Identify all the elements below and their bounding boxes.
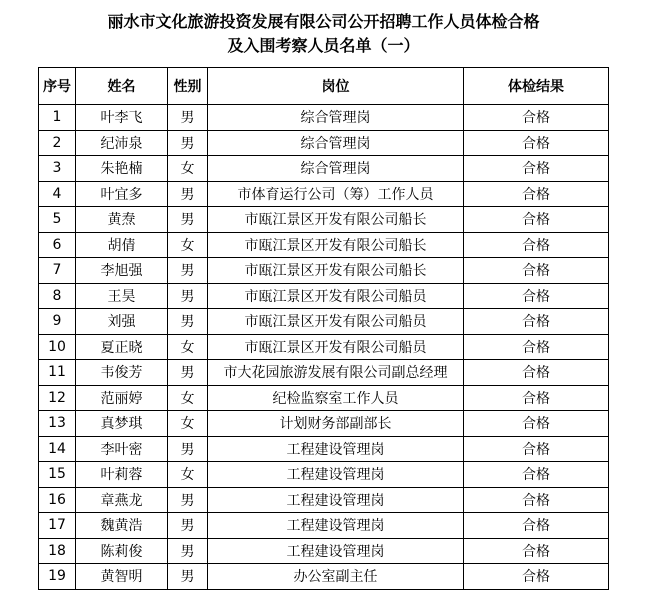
cell-position: 市大花园旅游发展有限公司副总经理 [208,360,464,386]
table-row [39,436,609,462]
cell-position: 办公室副主任 [208,564,464,590]
cell-gender: 女 [168,232,208,258]
cell-serial-number: 4 [39,181,76,207]
cell-name: 叶宜多 [76,181,168,207]
table-row [39,538,609,564]
cell-gender: 男 [168,513,208,539]
cell-serial-number: 9 [39,309,76,335]
cell-exam-result: 合格 [464,462,609,488]
cell-serial-number: 3 [39,156,76,182]
cell-position: 综合管理岗 [208,156,464,182]
cell-serial-number: 16 [39,487,76,513]
cell-gender: 男 [168,207,208,233]
cell-name: 夏正晓 [76,334,168,360]
cell-position: 工程建设管理岗 [208,462,464,488]
header-gender: 性别 [168,68,208,105]
table-row [39,411,609,437]
header-name: 姓名 [76,68,168,105]
cell-position: 计划财务部副部长 [208,411,464,437]
cell-exam-result: 合格 [464,207,609,233]
cell-position: 工程建设管理岗 [208,487,464,513]
cell-position: 市瓯江景区开发有限公司船长 [208,258,464,284]
cell-name: 范丽婷 [76,385,168,411]
cell-serial-number: 5 [39,207,76,233]
cell-position: 市瓯江景区开发有限公司船长 [208,207,464,233]
cell-name: 魏黄浩 [76,513,168,539]
cell-gender: 男 [168,181,208,207]
cell-position: 纪检监察室工作人员 [208,385,464,411]
cell-position: 市体育运行公司（筹）工作人员 [208,181,464,207]
cell-exam-result: 合格 [464,360,609,386]
cell-gender: 男 [168,258,208,284]
document-title-line-1: 丽水市文化旅游投资发展有限公司公开招聘工作人员体检合格 [107,12,540,31]
cell-exam-result: 合格 [464,258,609,284]
cell-serial-number: 12 [39,385,76,411]
cell-serial-number: 11 [39,360,76,386]
header-position: 岗位 [208,68,464,105]
cell-gender: 男 [168,130,208,156]
cell-serial-number: 18 [39,538,76,564]
cell-serial-number: 13 [39,411,76,437]
table-row [39,462,609,488]
cell-gender: 女 [168,156,208,182]
cell-position: 工程建设管理岗 [208,436,464,462]
cell-exam-result: 合格 [464,564,609,590]
cell-serial-number: 7 [39,258,76,284]
cell-exam-result: 合格 [464,436,609,462]
cell-name: 纪沛泉 [76,130,168,156]
cell-gender: 男 [168,564,208,590]
table-row [39,385,609,411]
table-row [39,309,609,335]
cell-name: 真梦琪 [76,411,168,437]
cell-gender: 男 [168,309,208,335]
table-row [39,156,609,182]
cell-exam-result: 合格 [464,487,609,513]
table-row [39,513,609,539]
cell-exam-result: 合格 [464,130,609,156]
cell-exam-result: 合格 [464,283,609,309]
cell-gender: 女 [168,462,208,488]
cell-name: 叶莉蓉 [76,462,168,488]
cell-position: 工程建设管理岗 [208,513,464,539]
cell-name: 胡倩 [76,232,168,258]
cell-exam-result: 合格 [464,309,609,335]
cell-position: 市瓯江景区开发有限公司船员 [208,283,464,309]
cell-position: 市瓯江景区开发有限公司船员 [208,334,464,360]
cell-serial-number: 17 [39,513,76,539]
table-row [39,360,609,386]
cell-gender: 男 [168,487,208,513]
cell-name: 黄焘 [76,207,168,233]
document-title-line-2: 及入围考察人员名单（一） [227,36,420,55]
cell-name: 叶李飞 [76,105,168,131]
cell-exam-result: 合格 [464,181,609,207]
cell-exam-result: 合格 [464,411,609,437]
cell-position: 综合管理岗 [208,130,464,156]
cell-serial-number: 1 [39,105,76,131]
cell-name: 朱艳楠 [76,156,168,182]
table-row [39,181,609,207]
cell-gender: 女 [168,411,208,437]
table-row [39,130,609,156]
cell-serial-number: 10 [39,334,76,360]
table-row [39,258,609,284]
cell-exam-result: 合格 [464,232,609,258]
cell-name: 王昊 [76,283,168,309]
cell-name: 陈莉俊 [76,538,168,564]
header-exam-result: 体检结果 [464,68,609,105]
cell-position: 市瓯江景区开发有限公司船员 [208,309,464,335]
cell-gender: 男 [168,283,208,309]
cell-serial-number: 15 [39,462,76,488]
table-row [39,564,609,590]
table-row [39,232,609,258]
table-row [39,283,609,309]
header-serial-number: 序号 [39,68,76,105]
cell-name: 刘强 [76,309,168,335]
result-table [38,67,609,590]
cell-name: 李叶密 [76,436,168,462]
table-row [39,334,609,360]
cell-gender: 男 [168,436,208,462]
cell-name: 韦俊芳 [76,360,168,386]
table-body [39,105,609,590]
table-row [39,105,609,131]
cell-gender: 男 [168,538,208,564]
cell-gender: 女 [168,385,208,411]
cell-gender: 男 [168,105,208,131]
cell-name: 章燕龙 [76,487,168,513]
cell-exam-result: 合格 [464,385,609,411]
cell-position: 工程建设管理岗 [208,538,464,564]
table-row [39,207,609,233]
cell-name: 李旭强 [76,258,168,284]
table-header-row [39,68,609,105]
cell-exam-result: 合格 [464,513,609,539]
cell-gender: 男 [168,360,208,386]
cell-position: 市瓯江景区开发有限公司船长 [208,232,464,258]
cell-exam-result: 合格 [464,156,609,182]
cell-exam-result: 合格 [464,538,609,564]
cell-exam-result: 合格 [464,105,609,131]
cell-position: 综合管理岗 [208,105,464,131]
cell-gender: 女 [168,334,208,360]
cell-name: 黄智明 [76,564,168,590]
cell-serial-number: 14 [39,436,76,462]
cell-serial-number: 6 [39,232,76,258]
table-row [39,487,609,513]
cell-serial-number: 8 [39,283,76,309]
cell-serial-number: 2 [39,130,76,156]
cell-serial-number: 19 [39,564,76,590]
cell-exam-result: 合格 [464,334,609,360]
